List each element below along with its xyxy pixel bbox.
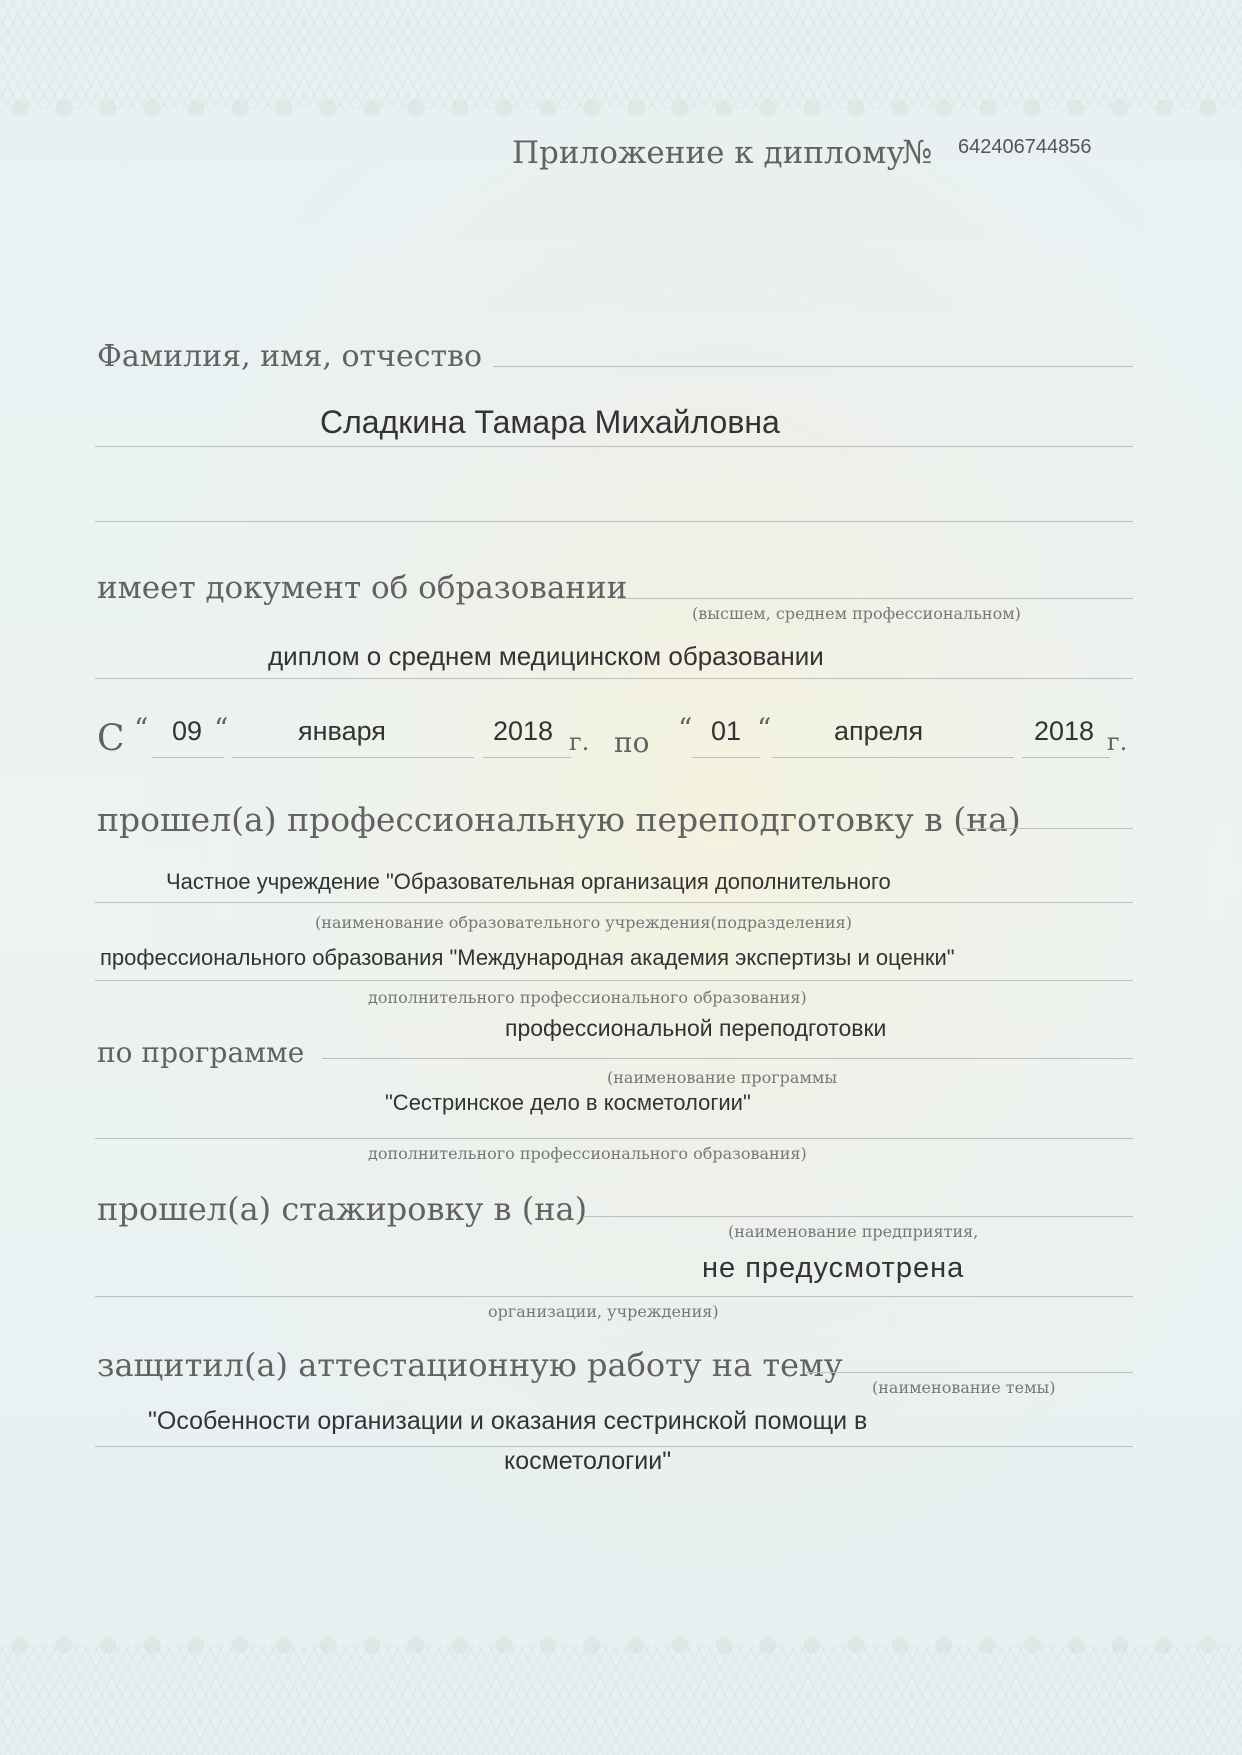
retraining-org-line2: профессионального образования "Международная академия экспертизы и оценки" bbox=[100, 945, 955, 970]
quote-close-2: “ bbox=[757, 712, 772, 745]
education-document: диплом о среднем медицинском образовании bbox=[268, 641, 824, 671]
program-line-1 bbox=[322, 1058, 1133, 1059]
diploma-number: 642406744856 bbox=[958, 136, 1092, 158]
retraining-label: прошел(а) профессиональную переподготовку в (на) bbox=[97, 800, 1021, 839]
program-line-2 bbox=[95, 1138, 1133, 1139]
name-label: Фамилия, имя, отчество bbox=[97, 339, 483, 374]
quote-open-2: “ bbox=[678, 712, 693, 745]
name-line-2 bbox=[95, 446, 1133, 447]
thesis-topic-line1: "Особенности организации и оказания сестринской помощи в bbox=[148, 1407, 868, 1435]
program-type: профессиональной переподготовки bbox=[505, 1015, 887, 1041]
internship-line-2 bbox=[95, 1296, 1133, 1297]
retraining-hint-2: дополнительного профессионального образования) bbox=[368, 988, 807, 1007]
program-hint-1: (наименование программы bbox=[607, 1068, 838, 1087]
to-month-line bbox=[772, 757, 1014, 758]
from-month: января bbox=[298, 716, 386, 746]
thesis-line-1 bbox=[806, 1372, 1133, 1373]
retraining-org-line1: Частное учреждение "Образовательная организация дополнительного bbox=[166, 869, 891, 894]
from-day: 09 bbox=[172, 716, 203, 746]
to-day: 01 bbox=[711, 716, 742, 746]
retraining-hint-1: (наименование образовательного учреждения(подразделения) bbox=[315, 913, 852, 932]
retraining-line-1 bbox=[962, 828, 1133, 829]
from-day-line bbox=[152, 757, 224, 758]
to-year-line bbox=[1022, 757, 1110, 758]
year-suffix-2: г. bbox=[1107, 728, 1128, 756]
ornament-band-top bbox=[0, 88, 1242, 128]
internship-hint-2: организации, учреждения) bbox=[488, 1302, 719, 1321]
year-suffix-1: г. bbox=[569, 728, 590, 756]
education-line-1 bbox=[617, 598, 1133, 599]
to-day-line bbox=[692, 757, 760, 758]
header-title: Приложение к диплому bbox=[512, 135, 905, 171]
quote-open-1: “ bbox=[134, 712, 149, 745]
internship-label: прошел(а) стажировку в (на) bbox=[97, 1190, 588, 1228]
period-to-label: по bbox=[614, 726, 650, 759]
name-line-1 bbox=[493, 366, 1133, 367]
education-hint: (высшем, среднем профессиональном) bbox=[692, 604, 1021, 623]
from-year-line bbox=[483, 757, 571, 758]
thesis-label: защитил(а) аттестационную работу на тему bbox=[97, 1346, 843, 1384]
education-line-2 bbox=[95, 678, 1133, 679]
from-month-line bbox=[232, 757, 474, 758]
thesis-topic-line2: косметологии" bbox=[504, 1447, 672, 1475]
education-label: имеет документ об образовании bbox=[97, 570, 628, 606]
to-year: 2018 bbox=[1034, 716, 1095, 746]
program-label: по программе bbox=[97, 1036, 305, 1069]
program-hint-2: дополнительного профессионального образования) bbox=[368, 1144, 807, 1163]
period-from-label: С bbox=[97, 718, 125, 759]
number-sign: № bbox=[902, 133, 933, 171]
retraining-line-2 bbox=[95, 902, 1133, 903]
to-month: апреля bbox=[834, 716, 924, 746]
name-line-3 bbox=[95, 521, 1133, 522]
thesis-hint: (наименование темы) bbox=[872, 1378, 1056, 1397]
program-name: "Сестринское дело в косметологии" bbox=[385, 1090, 751, 1115]
retraining-line-3 bbox=[95, 980, 1133, 981]
internship-hint-1: (наименование предприятия, bbox=[728, 1222, 979, 1241]
internship-value: не предусмотрена bbox=[702, 1252, 965, 1284]
full-name: Сладкина Тамара Михайловна bbox=[320, 404, 780, 440]
ornament-band-bottom bbox=[0, 1625, 1242, 1665]
quote-close-1: “ bbox=[214, 712, 229, 745]
from-year: 2018 bbox=[493, 716, 554, 746]
internship-line-1 bbox=[583, 1216, 1133, 1217]
